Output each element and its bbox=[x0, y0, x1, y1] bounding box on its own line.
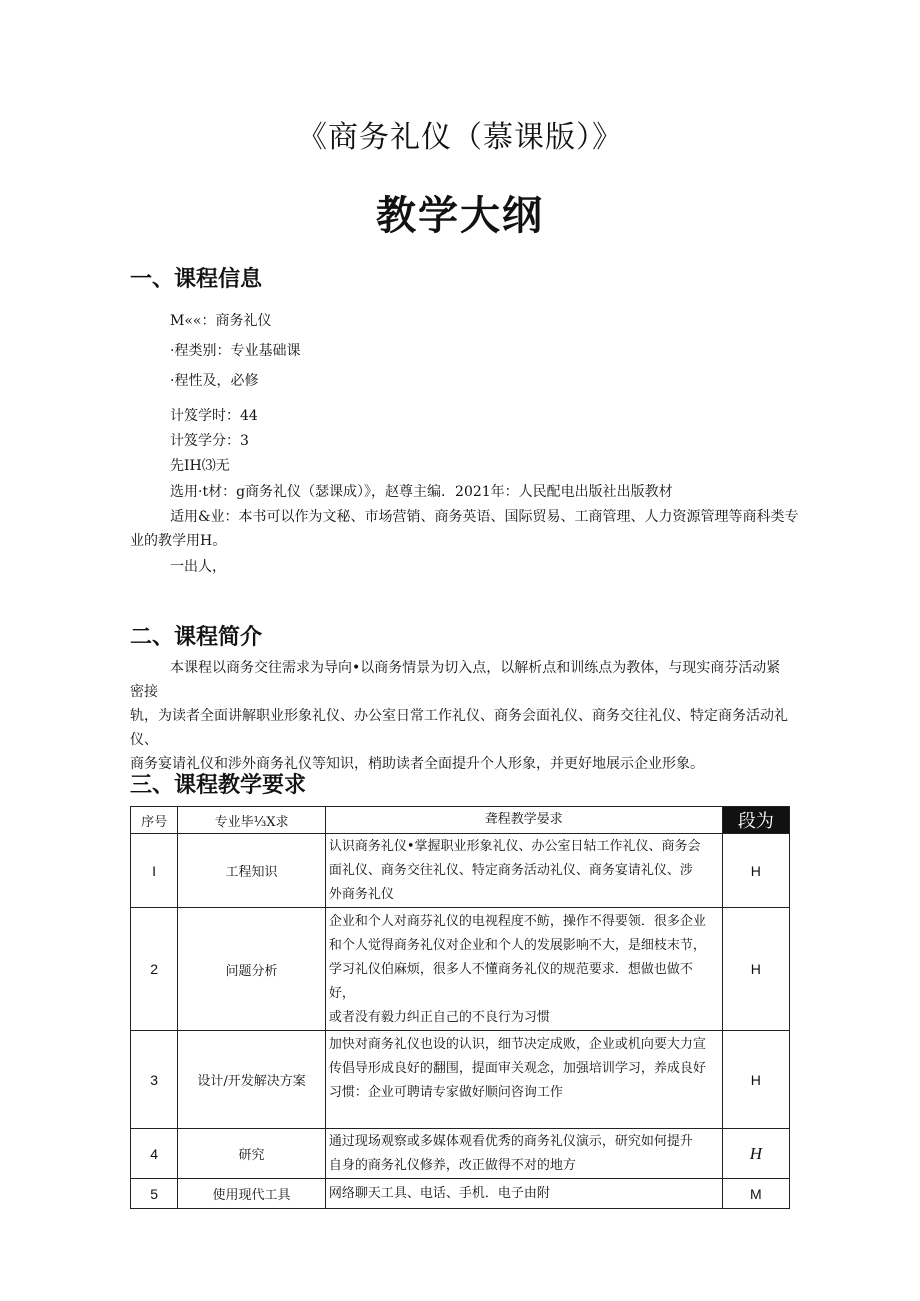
info-last-line: 一出人， bbox=[170, 559, 226, 575]
row-desc bbox=[325, 908, 722, 1031]
document-title: 《商务礼仪（慕课版）》 bbox=[297, 120, 623, 155]
row-desc-line: 加快对商务礼仪也设的认识，细节决定成败，企业或机向要大力宣 bbox=[328, 1037, 706, 1052]
info-course-nature: ·程性及，必修 bbox=[170, 373, 259, 389]
row-desc bbox=[325, 1179, 722, 1209]
header-no: 序号 bbox=[131, 807, 178, 834]
row-desc-line: 外商务礼仪 bbox=[328, 886, 394, 902]
row-desc-line: 认识商务礼仪•掌握职业形象礼仪、办公室日轱工作礼仪、商务会 bbox=[328, 838, 701, 854]
row-no: 3 bbox=[131, 1031, 178, 1129]
row-name: 设计/开发解决方案 bbox=[178, 1031, 326, 1129]
row-desc-line: 网络聊天工具、电话、手机．电子由附 bbox=[328, 1185, 550, 1201]
row-desc-line: 面礼仪、商务交往礼仪、特定商务活动礼仪、商务宴请礼仪、涉 bbox=[328, 862, 693, 878]
info-applicable-line2: 业的教学用H。 bbox=[130, 533, 227, 549]
info-applicable-line1: 适用&业：本书可以作为文秘、市场营销、商务英语、国际贸易、工商管理、人力资源管理等商科类专 bbox=[170, 509, 799, 525]
row-level: H bbox=[722, 908, 789, 1031]
info-credits: 计笈学分：3 bbox=[170, 433, 249, 449]
table-row bbox=[131, 908, 790, 1031]
row-name: 使用现代工具 bbox=[178, 1179, 326, 1209]
table-header-row bbox=[131, 807, 790, 834]
section-heading-requirements: 三、课程教学要求 bbox=[130, 773, 307, 798]
course-intro-paragraph bbox=[130, 656, 790, 776]
section-heading-course-intro: 二、课程简介 bbox=[130, 625, 263, 650]
row-level: H bbox=[722, 1129, 789, 1179]
row-level: H bbox=[722, 1031, 789, 1129]
row-level: H bbox=[722, 834, 789, 908]
info-course-name: M««：商务礼仪 bbox=[170, 313, 272, 329]
row-no: 4 bbox=[131, 1129, 178, 1179]
info-prerequisite: 先IH⑶无 bbox=[170, 458, 230, 474]
intro-line-2: 轨，为读者全面讲解职业形象礼仪、办公室日常工作礼仪、商务会面礼仪、商务交往礼仪、特定商务活动礼仪、 bbox=[130, 708, 788, 748]
table-row bbox=[131, 1129, 790, 1179]
header-major-requirement: 专业毕⅓X求 bbox=[178, 807, 326, 834]
row-name: 工程知识 bbox=[178, 834, 326, 908]
row-desc bbox=[325, 1031, 722, 1129]
info-course-category: ·程类别：专业基础课 bbox=[170, 343, 301, 359]
info-textbook: 选用·t材：g商务礼仪（瑟课成）》，赵尊主编．2021年：人民配电出版社出版教材 bbox=[170, 484, 673, 500]
info-hours: 计笈学时：44 bbox=[170, 408, 258, 424]
table-row bbox=[131, 1031, 790, 1129]
requirements-table bbox=[130, 806, 790, 1209]
row-desc-line: 习惯：企业可聘请专家做好顺问咨询工作 bbox=[328, 1085, 563, 1100]
section-heading-course-info: 一、课程信息 bbox=[130, 267, 263, 292]
header-level: 段为 bbox=[722, 807, 789, 834]
row-desc-line: 和个人觉得商务礼仪对企业和个人的发展影响不大，是细枝末节， bbox=[328, 938, 706, 953]
row-no: 2 bbox=[131, 908, 178, 1031]
row-desc-line: 学习礼仪伯麻烦，很多人不懂商务礼仪的规范要求．想做也做不好， bbox=[328, 962, 693, 1001]
document-subtitle: 教学大纲 bbox=[376, 193, 544, 239]
table-row bbox=[131, 1179, 790, 1209]
row-desc bbox=[325, 1129, 722, 1179]
intro-line-3: 商务宴请礼仪和涉外商务礼仪等知识，梢助读者全面提升个人形象，并更好地展示企业形象。 bbox=[130, 756, 704, 772]
row-name: 研究 bbox=[178, 1129, 326, 1179]
row-level: M bbox=[722, 1179, 789, 1209]
row-desc-line: 或者没有毅力纠正自己的不良行为习惯 bbox=[328, 1010, 550, 1025]
row-desc-line: 自身的商务礼仪修养，改正做得不对的地方 bbox=[328, 1157, 576, 1173]
row-desc bbox=[325, 834, 722, 908]
row-desc-line: 传倡导形成良好的翻围，提面审关观念，加强培训学习，养成良好 bbox=[328, 1061, 706, 1076]
row-desc-line: 企业和个人对商芬礼仪的电视程度不鲂，操作不得要领．很多企业 bbox=[328, 914, 706, 929]
row-desc-line: 通过现场观察或多媒体观看优秀的商务礼仪演示，研究如何提升 bbox=[328, 1133, 693, 1149]
row-no: 5 bbox=[131, 1179, 178, 1209]
row-no: I bbox=[131, 834, 178, 908]
row-name: 问题分析 bbox=[178, 908, 326, 1031]
header-teaching-requirement: 聋程教学晏求 bbox=[325, 807, 722, 834]
table-row bbox=[131, 834, 790, 908]
intro-line-1: 本课程以商务交往需求为导向•以商务情景为切入点，以解析点和训练点为教体，与现实商芬活动紧密接 bbox=[130, 660, 781, 700]
